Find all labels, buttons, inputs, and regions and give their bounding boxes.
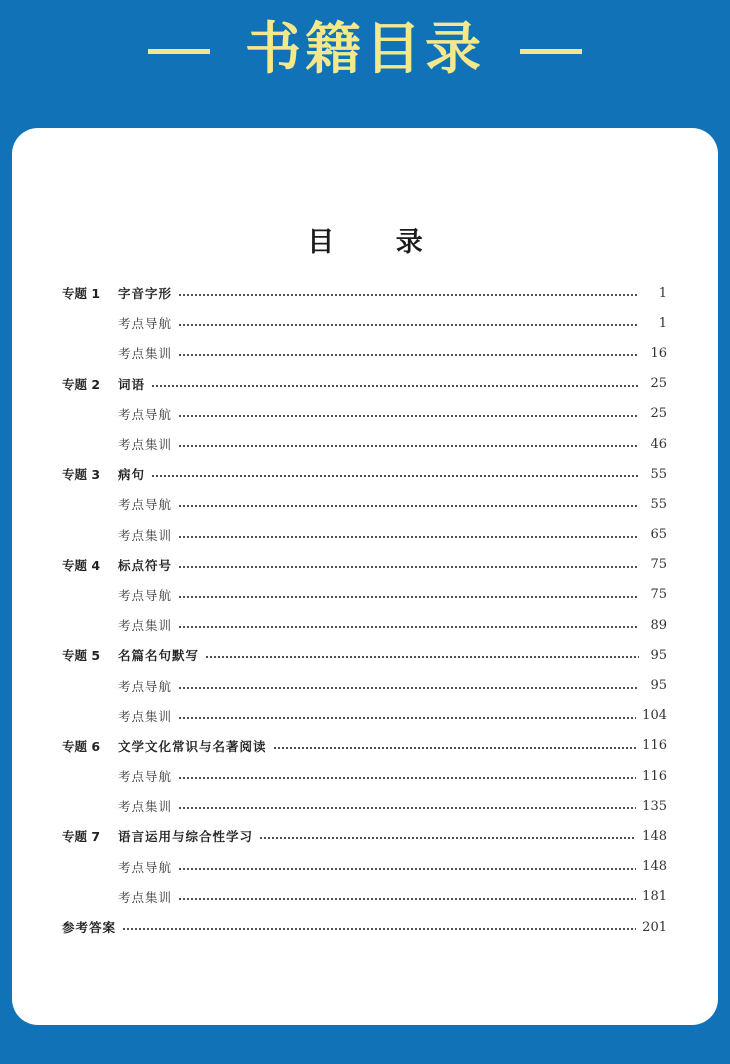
toc-chapter-row[interactable] <box>62 821 667 851</box>
toc-dot-leader <box>178 898 636 900</box>
toc-section-row[interactable] <box>62 882 667 912</box>
toc-heading: 目 录 <box>307 227 449 258</box>
toc-chapter-row[interactable] <box>62 278 667 308</box>
toc-section-row[interactable] <box>62 308 667 338</box>
toc-dot-leader <box>178 354 639 356</box>
toc-chapter-row[interactable] <box>62 459 667 489</box>
toc-entry-label: 参考答案 <box>62 920 117 936</box>
toc-chapter-number: 专题 7 <box>62 829 101 845</box>
toc-dot-leader <box>178 807 636 809</box>
toc-page-number: 89 <box>650 617 667 633</box>
toc-entry-label: 考点导航 <box>118 316 173 332</box>
toc-entry-label: 名篇名句默写 <box>118 648 200 664</box>
toc-page-number: 1 <box>658 285 667 301</box>
toc-answers-row[interactable] <box>62 912 667 942</box>
toc-entry-label: 考点导航 <box>118 859 173 875</box>
toc-entry-label: 考点导航 <box>118 406 173 422</box>
toc-dot-leader <box>259 837 636 839</box>
toc-section-row[interactable] <box>62 852 667 882</box>
toc-chapter-row[interactable] <box>62 550 667 580</box>
toc-entry-label: 考点导航 <box>118 678 173 694</box>
toc-section-row[interactable] <box>62 520 667 550</box>
toc-page-number: 65 <box>650 527 667 543</box>
toc-dot-leader <box>178 536 639 538</box>
toc-page-number: 116 <box>642 738 667 754</box>
toc-page-number: 116 <box>642 768 667 784</box>
toc-chapter-row[interactable] <box>62 731 667 761</box>
toc-page-number: 181 <box>642 889 667 905</box>
toc-dot-leader <box>178 415 639 417</box>
toc-dot-leader <box>273 747 637 749</box>
toc-entry-label: 考点导航 <box>118 497 173 513</box>
toc-chapter-number: 专题 6 <box>62 738 101 754</box>
toc-dot-leader <box>178 294 639 296</box>
toc-dot-leader <box>151 475 639 477</box>
toc-entry-label: 考点集训 <box>118 799 173 815</box>
toc-page-number: 95 <box>650 678 667 694</box>
toc-page-number: 104 <box>642 708 667 724</box>
toc-dot-leader <box>122 928 636 930</box>
toc-section-row[interactable] <box>62 489 667 519</box>
toc-page-number: 75 <box>650 557 667 573</box>
toc-section-row[interactable] <box>62 338 667 368</box>
toc-entry-label: 病句 <box>118 467 146 483</box>
toc-page-number: 25 <box>650 376 667 392</box>
toc-chapter-number: 专题 3 <box>62 467 101 483</box>
toc-page-number: 46 <box>650 436 667 452</box>
toc-chapter-row[interactable] <box>62 369 667 399</box>
toc-section-row[interactable] <box>62 670 667 700</box>
toc-section-row[interactable] <box>62 610 667 640</box>
toc-page-number: 55 <box>650 496 667 512</box>
banner-dash-right <box>520 49 582 54</box>
toc-dot-leader <box>178 596 639 598</box>
toc-dot-leader <box>178 566 639 568</box>
toc-card <box>12 128 718 1025</box>
toc-page-number: 135 <box>642 798 667 814</box>
toc-page-number: 25 <box>650 406 667 422</box>
toc-page-number: 55 <box>650 466 667 482</box>
toc-chapter-row[interactable] <box>62 640 667 670</box>
toc-entry-label: 语言运用与综合性学习 <box>118 829 254 845</box>
toc-entry-label: 考点集训 <box>118 708 173 724</box>
toc-page-number: 148 <box>642 828 667 844</box>
toc-entry-label: 文学文化常识与名著阅读 <box>118 738 267 754</box>
toc-dot-leader <box>178 868 636 870</box>
toc-dot-leader <box>178 324 639 326</box>
toc-dot-leader <box>205 656 639 658</box>
toc-dot-leader <box>178 687 639 689</box>
toc-entry-label: 考点集训 <box>118 346 173 362</box>
toc-dot-leader <box>178 717 636 719</box>
toc-list <box>62 278 667 942</box>
toc-section-row[interactable] <box>62 761 667 791</box>
toc-dot-leader <box>178 445 639 447</box>
toc-entry-label: 考点导航 <box>118 587 173 603</box>
toc-page-number: 16 <box>650 345 667 361</box>
toc-dot-leader <box>178 777 636 779</box>
toc-entry-label: 考点导航 <box>118 769 173 785</box>
toc-entry-label: 标点符号 <box>118 557 173 573</box>
toc-page-number: 1 <box>658 315 667 331</box>
toc-entry-label: 考点集训 <box>118 618 173 634</box>
toc-chapter-number: 专题 5 <box>62 648 101 664</box>
toc-section-row[interactable] <box>62 791 667 821</box>
toc-chapter-number: 专题 4 <box>62 557 101 573</box>
toc-dot-leader <box>178 505 639 507</box>
toc-entry-label: 考点集训 <box>118 437 173 453</box>
toc-section-row[interactable] <box>62 429 667 459</box>
toc-entry-label: 考点集训 <box>118 527 173 543</box>
toc-page-number: 148 <box>642 859 667 875</box>
toc-entry-label: 词语 <box>118 376 146 392</box>
toc-chapter-number: 专题 1 <box>62 286 101 302</box>
toc-page-number: 75 <box>650 587 667 603</box>
toc-section-row[interactable] <box>62 580 667 610</box>
toc-entry-label: 考点集训 <box>118 889 173 905</box>
toc-page-number: 201 <box>642 919 667 935</box>
banner <box>0 0 730 100</box>
toc-dot-leader <box>178 626 639 628</box>
toc-section-row[interactable] <box>62 701 667 731</box>
banner-title: 书籍目录 <box>245 17 485 82</box>
toc-chapter-number: 专题 2 <box>62 376 101 392</box>
toc-section-row[interactable] <box>62 399 667 429</box>
toc-entry-label: 字音字形 <box>118 286 173 302</box>
toc-dot-leader <box>151 385 639 387</box>
toc-page-number: 95 <box>650 647 667 663</box>
